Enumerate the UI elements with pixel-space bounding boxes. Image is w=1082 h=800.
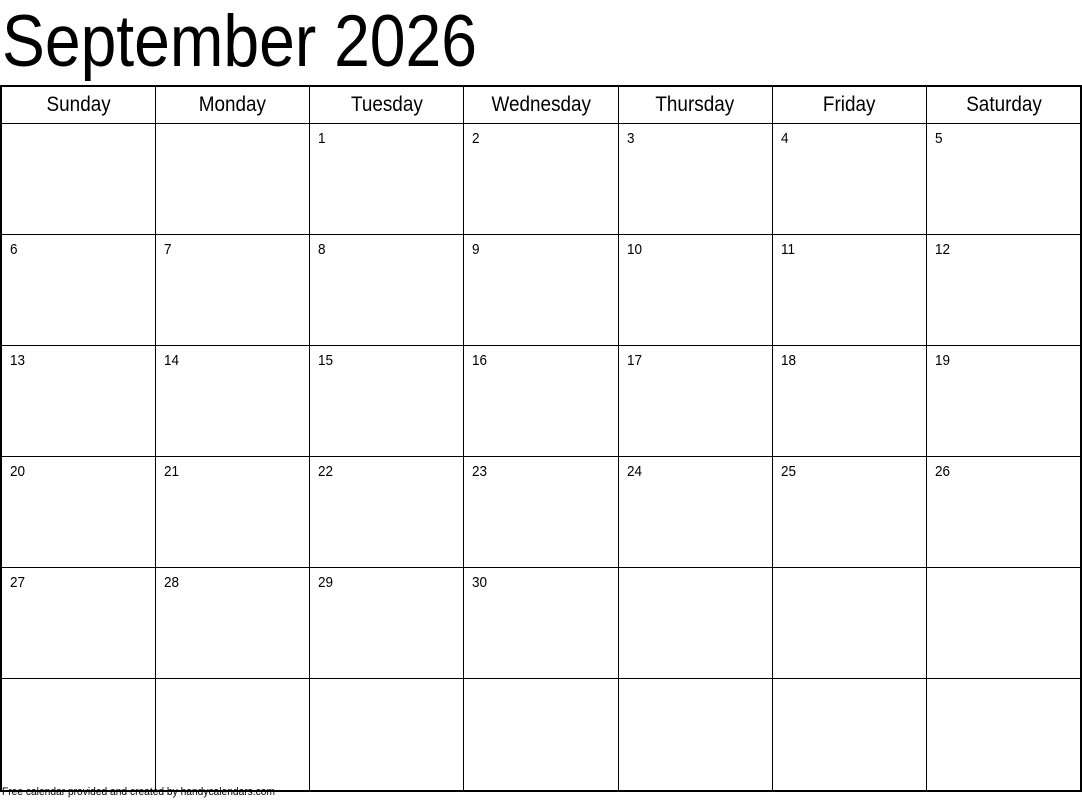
day-cell-18 — [772, 346, 926, 457]
day-cell-empty — [155, 679, 309, 792]
day-cell-12 — [927, 235, 1081, 346]
day-number: 20 — [10, 463, 26, 480]
day-cell-15 — [310, 346, 464, 457]
day-cell-10 — [618, 235, 772, 346]
day-number: 2 — [472, 130, 480, 147]
day-cell-9 — [464, 235, 618, 346]
day-cell-8 — [310, 235, 464, 346]
day-cell-28 — [155, 568, 309, 679]
weekday-label: Thursday — [655, 93, 735, 116]
day-number: 7 — [163, 241, 172, 258]
day-number: 11 — [780, 241, 795, 258]
day-cell-3 — [618, 124, 772, 235]
day-cell-5 — [927, 124, 1081, 235]
day-cell-6 — [1, 235, 155, 346]
day-cell-empty — [310, 679, 464, 792]
calendar-table — [0, 85, 1082, 792]
weekday-header-sunday — [1, 86, 155, 124]
day-number: 19 — [935, 352, 951, 369]
day-number: 6 — [10, 241, 18, 258]
footer-credit: Free calendar provided and created by handycalendars.com — [2, 786, 275, 798]
day-cell-empty — [772, 679, 926, 792]
day-number: 4 — [780, 130, 789, 147]
weekday-header-saturday — [927, 86, 1081, 124]
weekday-header-wednesday — [464, 86, 618, 124]
calendar-body — [1, 124, 1081, 792]
day-cell-26 — [927, 457, 1081, 568]
day-cell-23 — [464, 457, 618, 568]
week-row-4 — [1, 457, 1081, 568]
day-number: 22 — [318, 463, 334, 480]
day-cell-13 — [1, 346, 155, 457]
day-cell-17 — [618, 346, 772, 457]
day-cell-2 — [464, 124, 618, 235]
week-row-5 — [1, 568, 1081, 679]
day-number: 13 — [10, 352, 26, 369]
day-number: 27 — [10, 574, 26, 591]
day-cell-empty — [618, 568, 772, 679]
weekday-header-tuesday — [310, 86, 464, 124]
weekday-header-monday — [155, 86, 309, 124]
day-cell-11 — [772, 235, 926, 346]
day-cell-empty — [927, 568, 1081, 679]
day-number: 15 — [318, 352, 334, 369]
day-number: 8 — [318, 241, 326, 258]
day-number: 14 — [163, 352, 179, 369]
calendar-header — [1, 86, 1081, 124]
day-number: 23 — [472, 463, 488, 480]
day-cell-30 — [464, 568, 618, 679]
day-cell-19 — [927, 346, 1081, 457]
day-number: 28 — [163, 574, 179, 591]
day-number: 25 — [780, 463, 796, 480]
day-cell-16 — [464, 346, 618, 457]
weekday-label: Tuesday — [350, 93, 423, 116]
day-number: 18 — [780, 352, 796, 369]
page-title: September 2026 — [2, 1, 477, 82]
weekday-label: Sunday — [46, 93, 111, 116]
day-number: 1 — [318, 130, 326, 147]
day-cell-7 — [155, 235, 309, 346]
day-cell-empty — [1, 679, 155, 792]
weekday-header-thursday — [618, 86, 772, 124]
day-cell-empty — [772, 568, 926, 679]
day-cell-empty — [618, 679, 772, 792]
weekday-label: Wednesday — [491, 93, 591, 116]
day-number: 9 — [472, 241, 480, 258]
week-row-6 — [1, 679, 1081, 792]
day-number: 17 — [626, 352, 642, 369]
day-number: 16 — [472, 352, 488, 369]
day-cell-24 — [618, 457, 772, 568]
day-number: 21 — [163, 463, 179, 480]
week-row-2 — [1, 235, 1081, 346]
day-number: 3 — [626, 130, 635, 147]
day-cell-empty — [464, 679, 618, 792]
day-number: 26 — [935, 463, 951, 480]
day-cell-1 — [310, 124, 464, 235]
day-cell-22 — [310, 457, 464, 568]
day-cell-empty — [1, 124, 155, 235]
day-cell-4 — [772, 124, 926, 235]
day-cell-29 — [310, 568, 464, 679]
day-cell-21 — [155, 457, 309, 568]
day-number: 29 — [318, 574, 334, 591]
week-row-3 — [1, 346, 1081, 457]
weekday-label: Saturday — [965, 93, 1042, 116]
day-cell-14 — [155, 346, 309, 457]
day-cell-empty — [927, 679, 1081, 792]
weekday-row — [1, 86, 1081, 124]
day-cell-20 — [1, 457, 155, 568]
weekday-header-friday — [772, 86, 926, 124]
day-number: 12 — [935, 241, 951, 258]
day-number: 24 — [626, 463, 642, 480]
day-number: 10 — [626, 241, 642, 258]
day-cell-empty — [155, 124, 309, 235]
day-number: 30 — [472, 574, 488, 591]
day-cell-25 — [772, 457, 926, 568]
weekday-label: Friday — [823, 93, 876, 116]
weekday-label: Monday — [198, 93, 267, 116]
day-number: 5 — [935, 130, 943, 147]
day-cell-27 — [1, 568, 155, 679]
week-row-1 — [1, 124, 1081, 235]
